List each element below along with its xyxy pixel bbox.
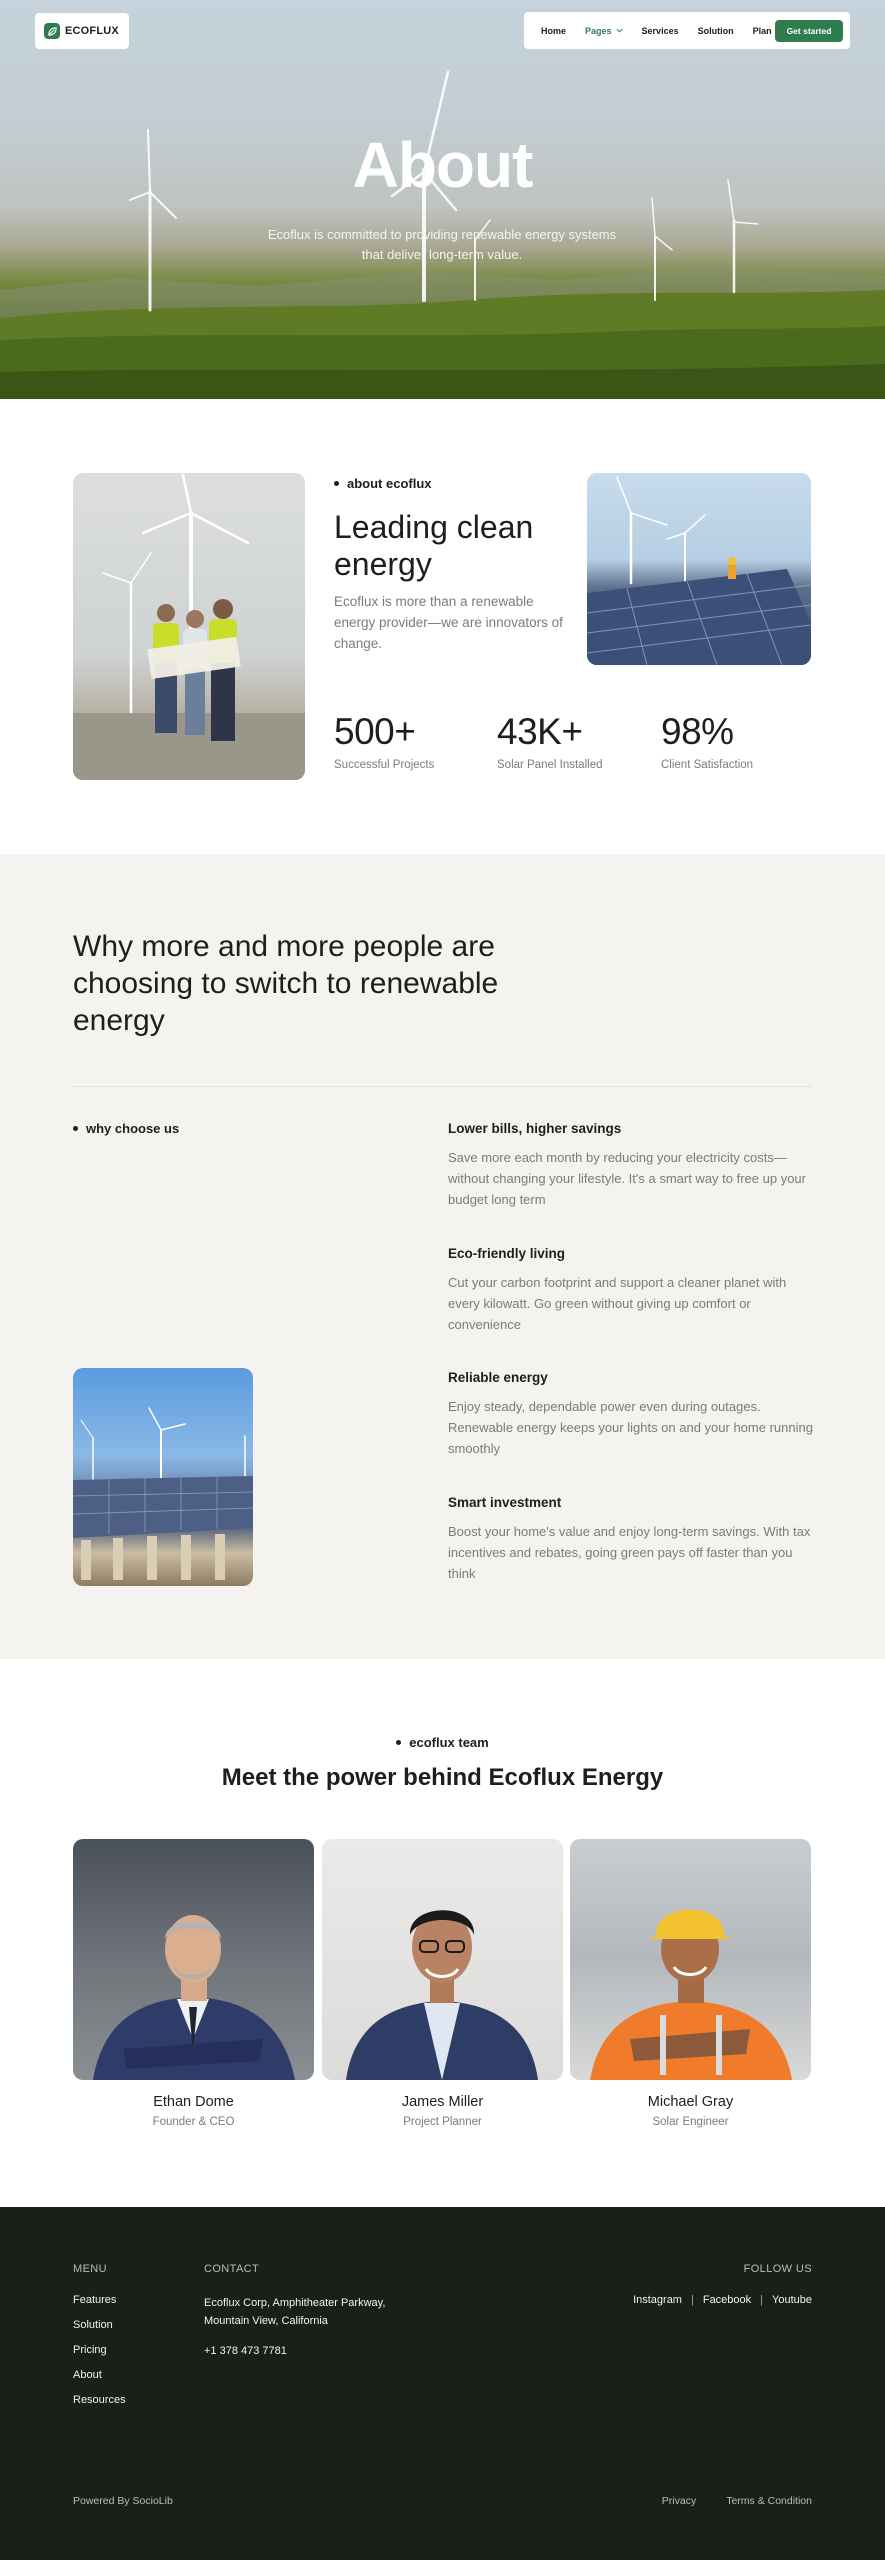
nav-pages[interactable] (585, 26, 623, 36)
about-eyebrow (334, 476, 432, 491)
feature-lower-bills (448, 1121, 813, 1210)
about-eyebrow-label: about ecoflux (347, 476, 432, 491)
about-section (0, 399, 885, 854)
feature-text: Save more each month by reducing your electricity costs—without changing your lifestyle. It's a smart way to free up your budget long term (448, 1150, 806, 1207)
stat-label: Client Satisfaction (661, 759, 754, 771)
bullet-icon (73, 1126, 78, 1131)
member-name: Ethan Dome (153, 2094, 234, 2110)
terms-link[interactable]: Terms & Condition (726, 2495, 812, 2507)
bullet-icon (396, 1740, 401, 1745)
divider (73, 1086, 811, 1087)
stat-label: Successful Projects (334, 759, 435, 771)
member-role: Solar Engineer (652, 2116, 729, 2128)
feature-eco-friendly (448, 1246, 813, 1335)
page-title: About (352, 129, 533, 201)
team-heading: Meet the power behind Ecoflux Energy (221, 1764, 664, 1791)
stat-label: Solar Panel Installed (497, 759, 603, 771)
team-member-card[interactable] (322, 1839, 563, 2128)
engineers-photo (73, 473, 305, 780)
footer-follow-heading: FOLLOW US (743, 2263, 812, 2275)
why-eyebrow-label: why choose us (86, 1121, 180, 1136)
logo-text: ECOFLUX (65, 25, 119, 37)
footer-phone[interactable]: +1 378 473 7781 (204, 2345, 287, 2357)
powered-by[interactable]: Powered By SocioLib (73, 2495, 173, 2507)
team-eyebrow (0, 1735, 885, 1750)
team-member-card[interactable] (570, 1839, 811, 2128)
chevron-down-icon (616, 27, 623, 34)
bullet-icon (334, 481, 339, 486)
about-description: Ecoflux is more than a renewable energy provider—we are innovators of change. (334, 594, 563, 651)
footer-link-solution[interactable]: Solution (73, 2319, 113, 2331)
social-link-youtube[interactable]: Youtube (772, 2294, 812, 2306)
team-eyebrow-label: ecoflux team (409, 1735, 489, 1750)
team-section (0, 1659, 885, 2207)
nav-solution[interactable]: Solution (697, 25, 734, 36)
solar-panels-photo (587, 473, 811, 665)
leaf-logo-icon (44, 23, 60, 39)
feature-reliable-energy (448, 1370, 813, 1459)
member-name: Michael Gray (647, 2094, 734, 2110)
member-photo (570, 1839, 811, 2080)
member-photo (73, 1839, 314, 2080)
social-link-facebook[interactable]: Facebook (702, 2294, 752, 2306)
feature-title: Reliable energy (448, 1370, 548, 1385)
feature-text: Enjoy steady, dependable power even during outages. Renewable energy keeps your lights on and your home running smoothly (448, 1399, 813, 1456)
footer-contact-heading: CONTACT (204, 2263, 260, 2275)
footer-link-pricing[interactable]: Pricing (73, 2344, 107, 2356)
feature-title: Smart investment (448, 1495, 562, 1510)
why-eyebrow (73, 1121, 179, 1136)
solar-farm-photo (73, 1368, 253, 1586)
stat-satisfaction (661, 711, 753, 771)
about-heading: Leading clean energy (334, 509, 534, 582)
hero-subtitle: Ecoflux is committed to providing renewable energy systems that deliver long-term value. (267, 227, 617, 262)
social-link-instagram[interactable]: Instagram (633, 2294, 682, 2306)
nav-pages-label: Pages (585, 25, 612, 36)
feature-text: Cut your carbon footprint and support a cleaner planet with every kilowatt. Go green without giving up comfort or convenience (448, 1275, 787, 1332)
footer-menu-heading: MENU (73, 2263, 107, 2275)
nav-services[interactable]: Services (641, 25, 679, 36)
footer-address: Ecoflux Corp, Amphitheater Parkway, Mountain View, California (204, 2297, 386, 2327)
footer-menu (73, 2294, 126, 2419)
get-started-button[interactable]: Get started (775, 20, 843, 42)
divider: | (760, 2294, 764, 2306)
nav-home[interactable]: Home (541, 25, 567, 36)
nav-plan[interactable]: Plan (752, 25, 772, 36)
stat-value: 500+ (334, 711, 416, 752)
team-member-card[interactable] (73, 1839, 314, 2128)
member-role: Project Planner (403, 2116, 482, 2128)
hero-section (0, 0, 885, 399)
footer-link-features[interactable]: Features (73, 2294, 117, 2306)
why-heading: Why more and more people are choosing to switch to renewable energy (73, 930, 499, 1037)
feature-text: Boost your home's value and enjoy long-term savings. With tax incentives and rebates, going green pays off faster than you think (448, 1524, 811, 1581)
footer (0, 2207, 885, 2560)
privacy-link[interactable]: Privacy (661, 2495, 697, 2507)
stat-value: 98% (661, 711, 734, 752)
footer-social-links (633, 2294, 812, 2306)
member-photo (322, 1839, 563, 2080)
feature-smart-investment (448, 1495, 813, 1584)
footer-link-resources[interactable]: Resources (73, 2394, 126, 2406)
stat-panels (497, 711, 602, 771)
main-nav (524, 12, 850, 49)
logo[interactable] (35, 13, 129, 49)
why-section (0, 854, 885, 1659)
member-role: Founder & CEO (152, 2116, 235, 2128)
feature-title: Eco-friendly living (448, 1246, 566, 1261)
divider: | (690, 2294, 694, 2306)
member-name: James Miller (401, 2094, 484, 2110)
stat-value: 43K+ (497, 711, 583, 752)
legal-links (662, 2495, 812, 2507)
footer-link-about[interactable]: About (73, 2369, 102, 2381)
feature-title: Lower bills, higher savings (448, 1121, 622, 1136)
stat-projects (334, 711, 434, 771)
